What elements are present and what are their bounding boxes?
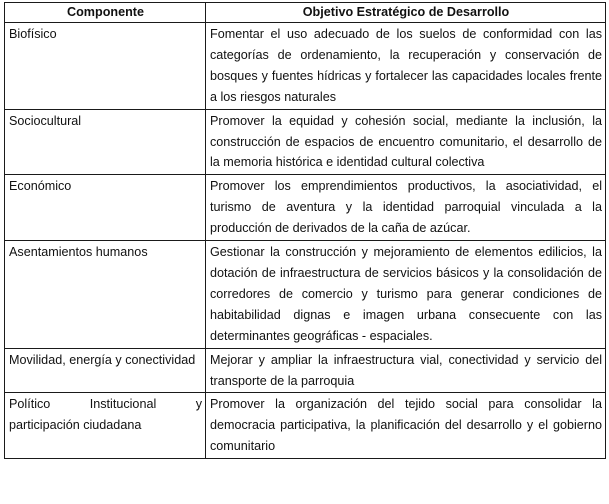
strategic-objectives-table (4, 2, 606, 459)
table-row (5, 109, 606, 175)
objective-cell (206, 175, 606, 241)
component-cell (5, 109, 206, 175)
objective-cell (206, 393, 606, 459)
objective-sociocultural: Promover la equidad y cohesión social, mediante la inclusión, la construcción de espacios de encuentro comunitario, el desarrollo de la memoria histórica e identidad cultural colectiva (210, 113, 602, 170)
component-cell (5, 175, 206, 241)
objective-cell (206, 241, 606, 349)
header-componente: Componente (5, 3, 206, 23)
component-cell (5, 348, 206, 393)
component-sociocultural: Sociocultural (9, 113, 82, 128)
component-cell (5, 23, 206, 110)
objective-cell (206, 348, 606, 393)
objective-cell (206, 109, 606, 175)
component-politico: Político Institucional y participación ciudadana (9, 397, 202, 433)
component-movilidad: Movilidad, energía y conectividad (9, 352, 196, 367)
table-row (5, 348, 606, 393)
table-row (5, 175, 606, 241)
component-cell (5, 393, 206, 459)
objective-politico: Promover la organización del tejido social para consolidar la democracia participativa, la planificación del desarrollo y el gobierno comunitario (210, 397, 602, 454)
component-cell (5, 241, 206, 349)
table-row (5, 393, 606, 459)
objective-asentamientos: Gestionar la construcción y mejoramiento de elementos edilicios, la dotación de infraestructura de servicios básicos y la consolidación de corredores de comercio y turismo para generar condiciones de habitabilidad dignas e imagen urbana consecuente con las determinantes geográficas - espaciales. (210, 245, 602, 343)
component-biofisico: Biofísico (9, 27, 57, 41)
table-row (5, 241, 606, 349)
component-economico: Económico (9, 179, 72, 194)
header-objetivo: Objetivo Estratégico de Desarrollo (206, 3, 606, 23)
header-row (5, 3, 606, 23)
objective-economico: Promover los emprendimientos productivos, la asociatividad, el turismo de aventura y la identidad parroquial vinculada a la producción de derivados de la caña de azúcar. (210, 179, 602, 236)
table-row (5, 23, 606, 110)
objective-movilidad: Mejorar y ampliar la infraestructura vial, conectividad y servicio del transporte de la parroquia (210, 352, 602, 388)
objective-biofisico: Fomentar el uso adecuado de los suelos de conformidad con las categorías de ordenamiento, la recuperación y conservación de bosques y fuentes hídricas y fortalecer las capacidades locales frente a los riesgos naturales (210, 27, 602, 104)
component-asentamientos: Asentamientos humanos (9, 245, 148, 260)
objective-cell (206, 23, 606, 110)
